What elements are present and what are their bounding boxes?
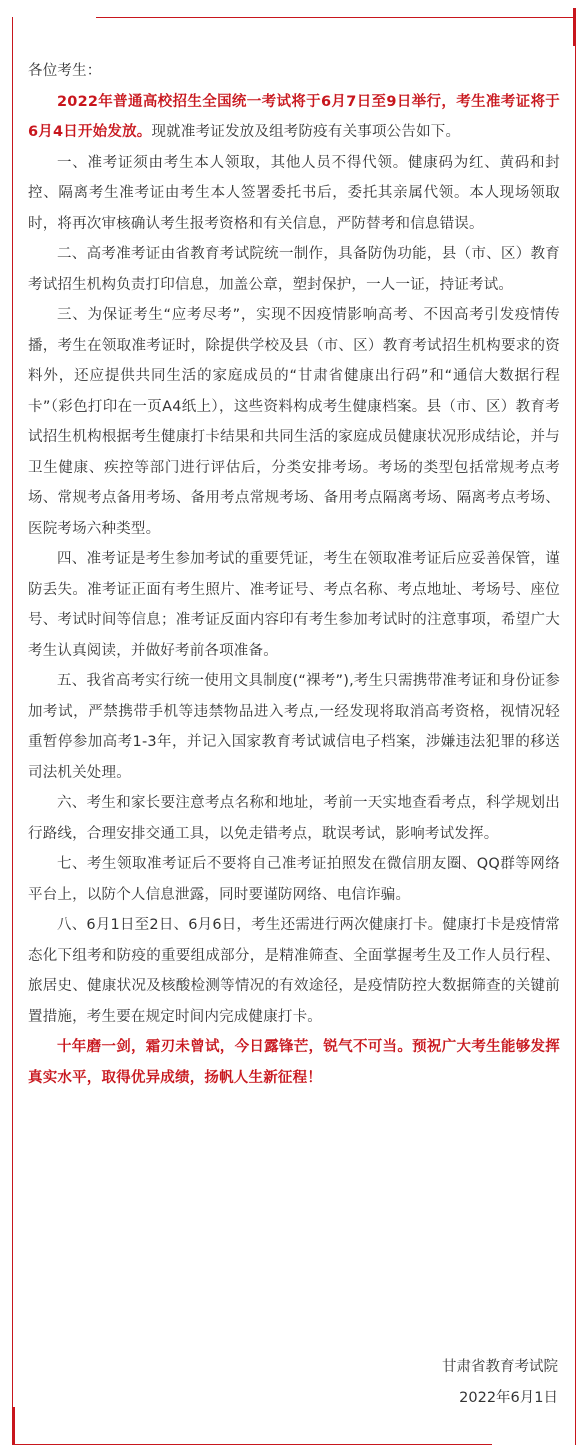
intro-rest: 现就准考证发放及组考防疫有关事项公告如下。: [151, 124, 461, 140]
closing-paragraph: 十年磨一剑，霜刃未曾试，今日露锋芒，锐气不可当。预祝广大考生能够发挥真实水平，取得优异成绩，扬帆人生新征程！: [28, 1039, 560, 1086]
corner-accent-top-right: [573, 8, 576, 46]
intro-paragraph: [28, 87, 560, 148]
item-2: 二、高考准考证由省教育考试院统一制作，具备防伪功能，县（市、区）教育考试招生机构负责打印信息，加盖公章，塑封保护，一人一证，持证考试。: [28, 246, 560, 293]
border-right: [575, 17, 576, 1445]
item-4: 四、准考证是考生参加考试的重要凭证，考生在领取准考证后应妥善保管，谨防丢失。准考证正面有考生照片、准考证号、考点名称、考点地址、考场号、座位号、考试时间等信息；准考证反面内容印有考生参加考试时的注意事项，希望广大考生认真阅读，并做好考前各项准备。: [28, 551, 560, 659]
signature-org: 甘肃省教育考试院: [442, 1359, 558, 1375]
item-6: 六、考生和家长要注意考点名称和地址，考前一天实地查看考点，科学规划出行路线，合理安排交通工具，以免走错考点，耽误考试，影响考试发挥。: [28, 795, 560, 842]
border-bottom: [12, 1444, 492, 1445]
item-1: 一、准考证须由考生本人领取，其他人员不得代领。健康码为红、黄码和封控、隔离考生准考证由考生本人签署委托书后，委托其亲属代领。本人现场领取时，将再次审核确认考生报考资格和有关信息，严防替考和信息错误。: [28, 154, 560, 232]
item-8: 八、6月1日至2日、6月6日，考生还需进行两次健康打卡。健康打卡是疫情常态化下组考和防疫的重要组成部分，是精准筛查、全面掌握考生及工作人员行程、旅居史、健康状况及核酸检测等情况的有效途径，是疫情防控大数据筛查的关键前置措施，考生要在规定时间内完成健康打卡。: [28, 917, 560, 1025]
border-top: [96, 17, 576, 18]
salutation: 各位考生：: [28, 63, 102, 79]
item-5: 五、我省高考实行统一使用文具制度(“裸考”),考生只需携带准考证和身份证参加考试，严禁携带手机等违禁物品进入考点,一经发现将取消高考资格，视情况轻重暂停参加高考1-3年，并记入国家教育考试诚信电子档案，涉嫌违法犯罪的移送司法机关处理。: [28, 673, 560, 781]
corner-accent-bottom-left: [12, 1407, 15, 1445]
signature-date: 2022年6月1日: [459, 1390, 558, 1406]
notice-body: [28, 56, 560, 1093]
intro-highlight: 2022年普通高校招生全国统一考试将于6月7日至9日举行，考生准考证将于6月4日开始发放。: [28, 93, 560, 140]
item-7: 七、考生领取准考证后不要将自己准考证拍照发在微信朋友圈、QQ群等网络平台上，以防个人信息泄露，同时要谨防网络、电信诈骗。: [28, 856, 560, 903]
border-left: [12, 17, 13, 1445]
item-3: 三、为保证考生“应考尽考”，实现不因疫情影响高考、不因高考引发疫情传播，考生在领取准考证时，除提供学校及县（市、区）教育考试招生机构要求的资料外，还应提供共同生活的家庭成员的“甘肃省健康出行码”和“通信大数据行程卡”（彩色打印在一页A4纸上），这些资料构成考生健康档案。县（市、区）教育考试招生机构根据考生健康打卡结果和共同生活的家庭成员健康状况形成结论，并与卫生健康、疾控等部门进行评估后，分类安排考场。考场的类型包括常规考点考场、常规考点备用考场、备用考点常规考场、备用考点隔离考场、隔离考点考场、医院考场六种类型。: [28, 307, 560, 537]
